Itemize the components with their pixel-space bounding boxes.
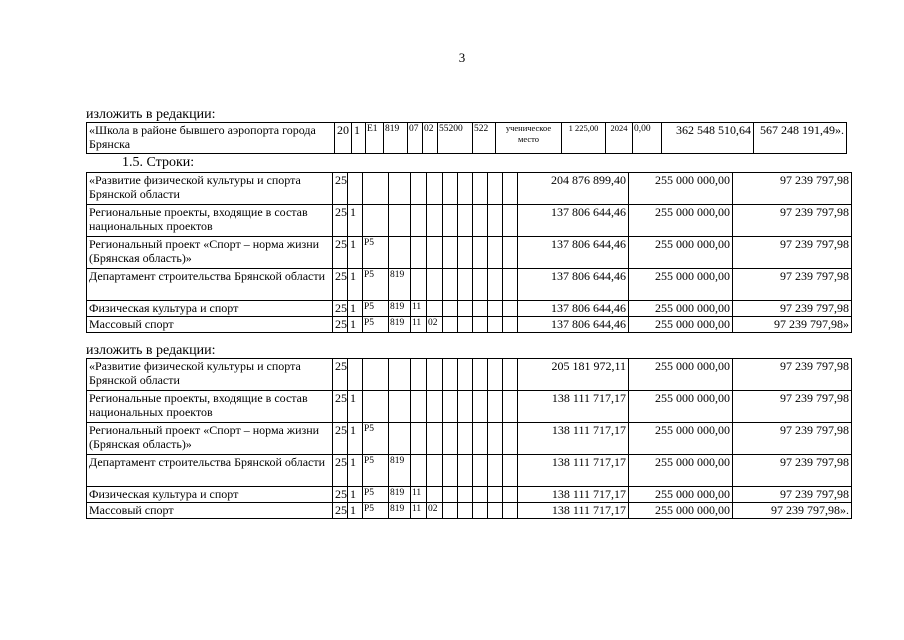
empty-cell (503, 205, 518, 237)
row-amount: 255 000 000,00 (629, 487, 733, 503)
heading-rows: 1.5. Строки: (122, 155, 195, 170)
row-amount: 204 876 899,40 (518, 173, 629, 205)
row-code (411, 423, 427, 455)
row-name: Региональные проекты, входящие в состав национальных проектов (87, 205, 333, 237)
row-amount: 97 239 797,98 (733, 173, 852, 205)
row-code (427, 455, 443, 487)
empty-cell (473, 423, 488, 455)
row-amount: 97 239 797,98» (733, 317, 852, 333)
row-amount: 255 000 000,00 (629, 301, 733, 317)
row-code (389, 391, 411, 423)
table-row (87, 487, 852, 503)
empty-cell (488, 269, 503, 301)
empty-cell (458, 237, 473, 269)
table-row (87, 237, 852, 269)
row-code (427, 237, 443, 269)
school-cell: 20 (335, 123, 352, 154)
row-code (411, 173, 427, 205)
row-code: 819 (389, 301, 411, 317)
empty-cell (503, 391, 518, 423)
empty-cell (473, 269, 488, 301)
row-code: 02 (427, 317, 443, 333)
empty-cell (503, 503, 518, 519)
empty-cell (458, 317, 473, 333)
row-code: Р5 (363, 301, 389, 317)
row-amount: 137 806 644,46 (518, 205, 629, 237)
empty-cell (458, 301, 473, 317)
row-code: 25 (333, 205, 348, 237)
row-code: 1 (348, 423, 363, 455)
empty-cell (488, 317, 503, 333)
row-code: 1 (348, 237, 363, 269)
row-code (427, 269, 443, 301)
row-amount: 255 000 000,00 (629, 359, 733, 391)
row-code (427, 487, 443, 503)
empty-cell (488, 359, 503, 391)
row-code (411, 269, 427, 301)
empty-cell (488, 487, 503, 503)
empty-cell (473, 359, 488, 391)
empty-cell (488, 237, 503, 269)
empty-cell (458, 503, 473, 519)
row-amount: 97 239 797,98 (733, 205, 852, 237)
row-name: «Развитие физической культуры и спорта Брянской области (87, 173, 333, 205)
empty-cell (473, 301, 488, 317)
school-cell: 07 (408, 123, 423, 154)
row-name: Региональные проекты, входящие в состав национальных проектов (87, 391, 333, 423)
row-code: 25 (333, 423, 348, 455)
empty-cell (473, 237, 488, 269)
row-amount: 138 111 717,17 (518, 391, 629, 423)
empty-cell (488, 455, 503, 487)
row-code: Р5 (363, 455, 389, 487)
empty-cell (503, 359, 518, 391)
row-code (363, 173, 389, 205)
row-code: 02 (427, 503, 443, 519)
row-amount: 97 239 797,98 (733, 391, 852, 423)
row-code (427, 423, 443, 455)
empty-cell (458, 391, 473, 423)
heading-edit-2: изложить в редакции: (86, 343, 216, 358)
row-amount: 97 239 797,98 (733, 301, 852, 317)
row-amount: 97 239 797,98 (733, 237, 852, 269)
empty-cell (443, 301, 458, 317)
row-code: Р5 (363, 487, 389, 503)
budget-rows-old (87, 173, 852, 333)
school-unit: ученическое место (496, 123, 562, 154)
row-code: Р5 (363, 269, 389, 301)
row-name: «Развитие физической культуры и спорта Брянской области (87, 359, 333, 391)
row-code: 1 (348, 487, 363, 503)
row-name: Физическая культура и спорт (87, 487, 333, 503)
table-row (87, 391, 852, 423)
empty-cell (443, 455, 458, 487)
row-code: 25 (333, 487, 348, 503)
row-amount: 255 000 000,00 (629, 173, 733, 205)
row-amount: 97 239 797,98 (733, 487, 852, 503)
empty-cell (473, 173, 488, 205)
table-row (87, 359, 852, 391)
row-amount: 255 000 000,00 (629, 455, 733, 487)
empty-cell (458, 269, 473, 301)
school-cell: 0,00 (633, 123, 662, 154)
row-code (389, 173, 411, 205)
empty-cell (503, 487, 518, 503)
row-code: 1 (348, 503, 363, 519)
school-cell: 55200 (438, 123, 473, 154)
row-code: 819 (389, 269, 411, 301)
row-code: Р5 (363, 237, 389, 269)
page-number: 3 (458, 50, 466, 65)
row-code: 819 (389, 317, 411, 333)
row-code: 25 (333, 269, 348, 301)
school-row (87, 123, 847, 154)
row-code: 11 (411, 503, 427, 519)
table-row (87, 455, 852, 487)
row-code: 25 (333, 359, 348, 391)
row-code (389, 237, 411, 269)
row-code: 25 (333, 455, 348, 487)
row-code: 11 (411, 317, 427, 333)
empty-cell (503, 455, 518, 487)
row-amount: 97 239 797,98 (733, 455, 852, 487)
empty-cell (443, 487, 458, 503)
table-row (87, 301, 852, 317)
row-code: 25 (333, 503, 348, 519)
school-year: 2024 (606, 123, 633, 154)
row-code: 25 (333, 317, 348, 333)
table-row (87, 317, 852, 333)
row-code (427, 205, 443, 237)
row-amount: 137 806 644,46 (518, 237, 629, 269)
row-code: Р5 (363, 503, 389, 519)
empty-cell (458, 423, 473, 455)
row-code (389, 423, 411, 455)
row-amount: 255 000 000,00 (629, 423, 733, 455)
row-amount: 255 000 000,00 (629, 503, 733, 519)
row-code (389, 205, 411, 237)
school-cell: 819 (384, 123, 408, 154)
empty-cell (458, 173, 473, 205)
empty-cell (503, 173, 518, 205)
empty-cell (488, 391, 503, 423)
row-amount: 255 000 000,00 (629, 205, 733, 237)
empty-cell (488, 503, 503, 519)
empty-cell (473, 487, 488, 503)
table-row (87, 269, 852, 301)
row-code: 25 (333, 301, 348, 317)
row-code: 25 (333, 173, 348, 205)
row-code: 25 (333, 391, 348, 423)
school-cell: 522 (473, 123, 496, 154)
school-table (86, 122, 847, 154)
school-cell: 1 (352, 123, 366, 154)
row-code: 11 (411, 487, 427, 503)
row-name: Массовый спорт (87, 503, 333, 519)
row-code (348, 173, 363, 205)
empty-cell (473, 455, 488, 487)
row-amount: 137 806 644,46 (518, 301, 629, 317)
row-name: Региональный проект «Спорт – норма жизни (Брянская область)» (87, 237, 333, 269)
row-name: Массовый спорт (87, 317, 333, 333)
empty-cell (443, 237, 458, 269)
row-code (427, 391, 443, 423)
school-name: «Школа в районе бывшего аэропорта города Брянска (87, 123, 335, 154)
row-code: 1 (348, 301, 363, 317)
row-code (427, 301, 443, 317)
row-code: Р5 (363, 423, 389, 455)
empty-cell (488, 205, 503, 237)
row-name: Физическая культура и спорт (87, 301, 333, 317)
heading-edit-1: изложить в редакции: (86, 107, 216, 122)
empty-cell (458, 487, 473, 503)
row-code (363, 391, 389, 423)
row-amount: 137 806 644,46 (518, 269, 629, 301)
row-code (389, 359, 411, 391)
school-cell: Е1 (366, 123, 384, 154)
school-amount: 567 248 191,49». (754, 123, 847, 154)
school-cell: 02 (423, 123, 438, 154)
row-code (411, 205, 427, 237)
empty-cell (488, 423, 503, 455)
row-amount: 255 000 000,00 (629, 391, 733, 423)
empty-cell (458, 455, 473, 487)
row-code: 25 (333, 237, 348, 269)
row-code (411, 237, 427, 269)
row-amount: 138 111 717,17 (518, 487, 629, 503)
empty-cell (473, 317, 488, 333)
empty-cell (443, 269, 458, 301)
row-amount: 255 000 000,00 (629, 317, 733, 333)
budget-table-old (86, 172, 852, 333)
row-code (363, 359, 389, 391)
row-code (411, 359, 427, 391)
row-code: 11 (411, 301, 427, 317)
row-code: 819 (389, 487, 411, 503)
empty-cell (458, 359, 473, 391)
row-code: 1 (348, 391, 363, 423)
table-row (87, 205, 852, 237)
empty-cell (473, 205, 488, 237)
row-code (411, 455, 427, 487)
row-amount: 97 239 797,98 (733, 359, 852, 391)
row-code: 1 (348, 317, 363, 333)
empty-cell (503, 237, 518, 269)
budget-table-new (86, 358, 852, 519)
empty-cell (443, 503, 458, 519)
row-name: Департамент строительства Брянской области (87, 455, 333, 487)
empty-cell (443, 173, 458, 205)
table-row (87, 173, 852, 205)
empty-cell (443, 205, 458, 237)
row-code: 1 (348, 455, 363, 487)
row-amount: 138 111 717,17 (518, 455, 629, 487)
row-code (427, 173, 443, 205)
row-code (363, 205, 389, 237)
empty-cell (473, 391, 488, 423)
row-amount: 205 181 972,11 (518, 359, 629, 391)
budget-rows-new (87, 359, 852, 519)
row-amount: 255 000 000,00 (629, 237, 733, 269)
row-code: Р5 (363, 317, 389, 333)
row-amount: 97 239 797,98». (733, 503, 852, 519)
empty-cell (488, 301, 503, 317)
empty-cell (443, 359, 458, 391)
empty-cell (443, 317, 458, 333)
empty-cell (458, 205, 473, 237)
row-amount: 97 239 797,98 (733, 423, 852, 455)
empty-cell (503, 317, 518, 333)
empty-cell (473, 503, 488, 519)
empty-cell (443, 391, 458, 423)
row-amount: 138 111 717,17 (518, 503, 629, 519)
row-code: 819 (389, 455, 411, 487)
empty-cell (503, 269, 518, 301)
row-amount: 255 000 000,00 (629, 269, 733, 301)
row-name: Департамент строительства Брянской области (87, 269, 333, 301)
row-code (411, 391, 427, 423)
empty-cell (443, 423, 458, 455)
empty-cell (488, 173, 503, 205)
row-amount: 138 111 717,17 (518, 423, 629, 455)
row-code: 819 (389, 503, 411, 519)
empty-cell (503, 301, 518, 317)
row-code (348, 359, 363, 391)
row-code: 1 (348, 269, 363, 301)
row-name: Региональный проект «Спорт – норма жизни (Брянская область)» (87, 423, 333, 455)
table-row (87, 423, 852, 455)
row-code: 1 (348, 205, 363, 237)
school-amount: 362 548 510,64 (662, 123, 754, 154)
row-code (427, 359, 443, 391)
row-amount: 97 239 797,98 (733, 269, 852, 301)
school-capacity: 1 225,00 (562, 123, 606, 154)
empty-cell (503, 423, 518, 455)
table-row (87, 503, 852, 519)
row-amount: 137 806 644,46 (518, 317, 629, 333)
